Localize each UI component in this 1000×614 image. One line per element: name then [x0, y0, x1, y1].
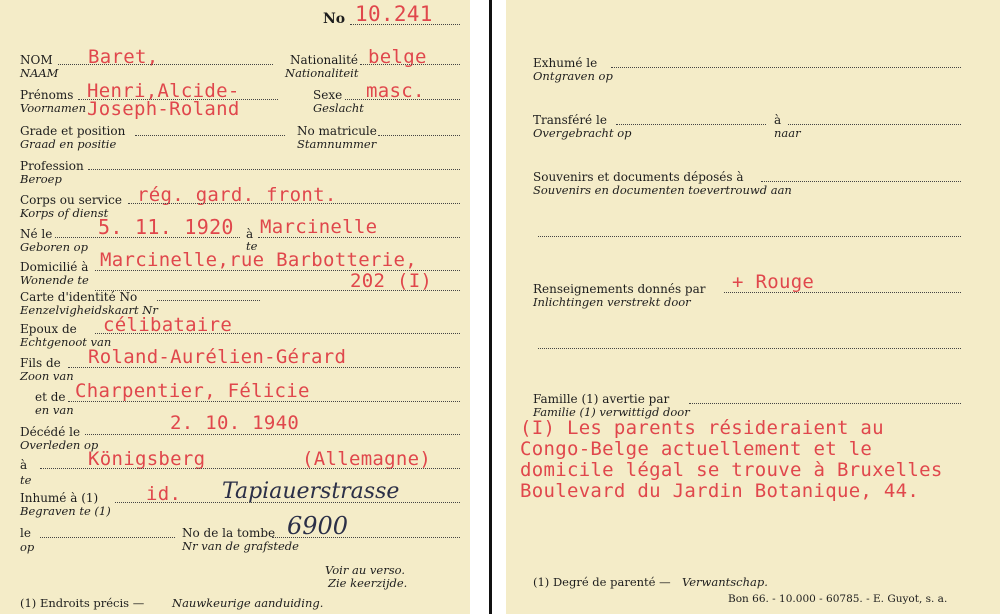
tombe-label: No de la tombe	[182, 526, 276, 540]
fils-label: Fils de	[20, 356, 61, 370]
sexe-line	[345, 99, 460, 100]
wonende-label: Wonende te	[20, 273, 89, 287]
epoux-line	[95, 333, 460, 334]
domicilie-line-2	[95, 290, 460, 291]
geboren-label: Geboren op	[20, 240, 88, 254]
matricule-label: No matricule	[297, 124, 377, 138]
domicilie-value-1: Marcinelle,rue Barbotterie,	[100, 249, 417, 271]
death-date-line	[85, 434, 460, 435]
number-label: No	[323, 11, 346, 27]
ontgraven-label: Ontgraven op	[533, 69, 613, 83]
tombe-line	[272, 537, 460, 538]
stamnummer-label: Stamnummer	[297, 137, 377, 151]
birth-place-line	[258, 237, 460, 238]
echtgenoot-label: Echtgenoot van	[20, 335, 112, 349]
inhume-label: Inhumé à (1)	[20, 491, 99, 505]
zoon-label: Zoon van	[20, 369, 74, 383]
nationalite-label: Nationalité	[290, 53, 359, 67]
father-value: Roland-Aurélien-Gérard	[88, 346, 347, 368]
verso-fr: Voir au verso.	[325, 563, 406, 577]
nationalite-value: belge	[368, 46, 427, 68]
op-label: op	[20, 540, 35, 554]
death-te-label: te	[20, 473, 32, 487]
souvenirs-line	[761, 181, 961, 182]
begraven-label: Begraven te (1)	[20, 504, 111, 518]
transfere-dest-line	[788, 124, 961, 125]
nom-line	[58, 64, 273, 65]
footnote-left-fr: (1) Endroits précis —	[20, 596, 145, 610]
famille-label: Famille (1) avertie par	[533, 392, 670, 406]
death-place-value-1: Königsberg	[88, 448, 206, 470]
korps-label: Korps of dienst	[20, 206, 109, 220]
grafstede-label: Nr van de grafstede	[182, 539, 299, 553]
card-front	[0, 0, 470, 614]
exhume-label: Exhumé le	[533, 56, 598, 70]
transfere-naar-label: naar	[774, 126, 801, 140]
geslacht-label: Geslacht	[313, 101, 364, 115]
footnote-left-nl: Nauwkeurige aanduiding.	[172, 596, 324, 610]
overleden-label: Overleden op	[20, 438, 99, 452]
inlichtingen-label: Inlichtingen verstrekt door	[533, 295, 691, 309]
ne-label: Né le	[20, 227, 53, 241]
domicilie-value-2: 202 (I)	[350, 270, 433, 292]
corps-line	[128, 203, 460, 204]
mother-value: Charpentier, Félicie	[75, 380, 310, 402]
transfere-label: Transféré le	[533, 113, 607, 127]
note-line-1: (I) Les parents résideraient au	[520, 417, 884, 439]
tombe-handwritten: 6900	[287, 512, 349, 540]
prenoms-value-2: Joseph-Roland	[87, 98, 240, 120]
renseignements-line	[724, 292, 961, 293]
birth-date-value: 5. 11. 1920	[98, 215, 234, 239]
inhume-line	[115, 502, 460, 503]
death-date-value: 2. 10. 1940	[170, 412, 300, 434]
exhume-line	[611, 67, 961, 68]
profession-line	[88, 169, 460, 170]
grade-line	[135, 135, 285, 136]
printer-mark: Bon 66. - 10.000 - 60785. - E. Guyot, s. a.	[728, 593, 948, 605]
le-label: le	[20, 526, 31, 540]
prenoms-value-1: Henri,Alcide-	[87, 80, 240, 102]
familie-label: Familie (1) verwittigd door	[533, 405, 690, 419]
note-line-2: Congo-Belge actuellement et le	[520, 438, 873, 460]
inhume-handwritten: Tapiauerstrasse	[222, 479, 400, 504]
footnote-right-nl: Verwantschap.	[682, 575, 768, 589]
souvenirs-nl-label: Souvenirs en documenten toevertrouwd aan	[533, 183, 792, 197]
nationaliteit-label: Nationaliteit	[285, 66, 359, 80]
le-line	[40, 537, 175, 538]
birth-a-label: à	[246, 227, 254, 241]
renseignements-label: Renseignements donnés par	[533, 282, 706, 296]
nom-label: NOM	[20, 53, 53, 67]
souvenirs-line-2	[538, 236, 961, 237]
prenoms-label: Prénoms	[20, 88, 74, 102]
profession-label: Profession	[20, 159, 84, 173]
mere-label: et de	[35, 390, 66, 404]
graad-label: Graad en positie	[20, 137, 117, 151]
beroep-label: Beroep	[20, 172, 62, 186]
carte-line	[157, 300, 260, 301]
matricule-line	[378, 135, 460, 136]
voornamen-label: Voornamen	[20, 101, 86, 115]
mother-line	[68, 401, 460, 402]
sexe-label: Sexe	[313, 88, 343, 102]
famille-line	[689, 403, 961, 404]
decede-label: Décédé le	[20, 425, 81, 439]
sexe-value: masc.	[366, 80, 425, 102]
death-place-line	[40, 468, 460, 469]
birth-te-label: te	[246, 239, 258, 253]
overgebracht-label: Overgebracht op	[533, 126, 632, 140]
number-line	[350, 24, 460, 25]
corps-value: rég. gard. front.	[137, 184, 337, 206]
eenzelvigheid-label: Eenzelvigheidskaart Nr	[20, 303, 158, 317]
naam-label: NAAM	[20, 66, 59, 80]
birth-place-value: Marcinelle	[260, 216, 378, 238]
card-number: 10.241	[355, 2, 433, 26]
transfere-line	[616, 124, 766, 125]
footnote-right-fr: (1) Degré de parenté —	[533, 575, 671, 589]
grade-label: Grade et position	[20, 124, 126, 138]
death-place-label: à	[20, 458, 28, 472]
epoux-value: célibataire	[103, 314, 233, 336]
corps-label: Corps ou service	[20, 193, 122, 207]
souvenirs-label: Souvenirs et documents déposés à	[533, 170, 744, 184]
prenoms-line	[78, 99, 278, 100]
inhume-value: id.	[146, 483, 182, 505]
death-place-value-2: (Allemagne)	[302, 448, 432, 470]
renseignements-value: + Rouge	[732, 271, 815, 293]
verso-nl: Zie keerzijde.	[328, 576, 408, 590]
separator-line	[489, 0, 492, 614]
transfere-a-label: à	[774, 113, 782, 127]
nationalite-line	[360, 64, 460, 65]
birth-date-line	[55, 237, 240, 238]
carte-label: Carte d'identité No	[20, 290, 138, 304]
nom-value: Baret,	[88, 46, 159, 68]
en-van-label: en van	[35, 403, 74, 417]
father-line	[68, 367, 460, 368]
card-back	[506, 0, 1000, 614]
domicilie-label: Domicilié à	[20, 260, 89, 274]
note-line-3: domicile légal se trouve à Bruxelles	[520, 459, 943, 481]
epoux-label: Epoux de	[20, 322, 77, 336]
renseignements-line-2	[538, 348, 961, 349]
domicilie-line	[95, 270, 460, 271]
note-line-4: Boulevard du Jardin Botanique, 44.	[520, 480, 920, 502]
